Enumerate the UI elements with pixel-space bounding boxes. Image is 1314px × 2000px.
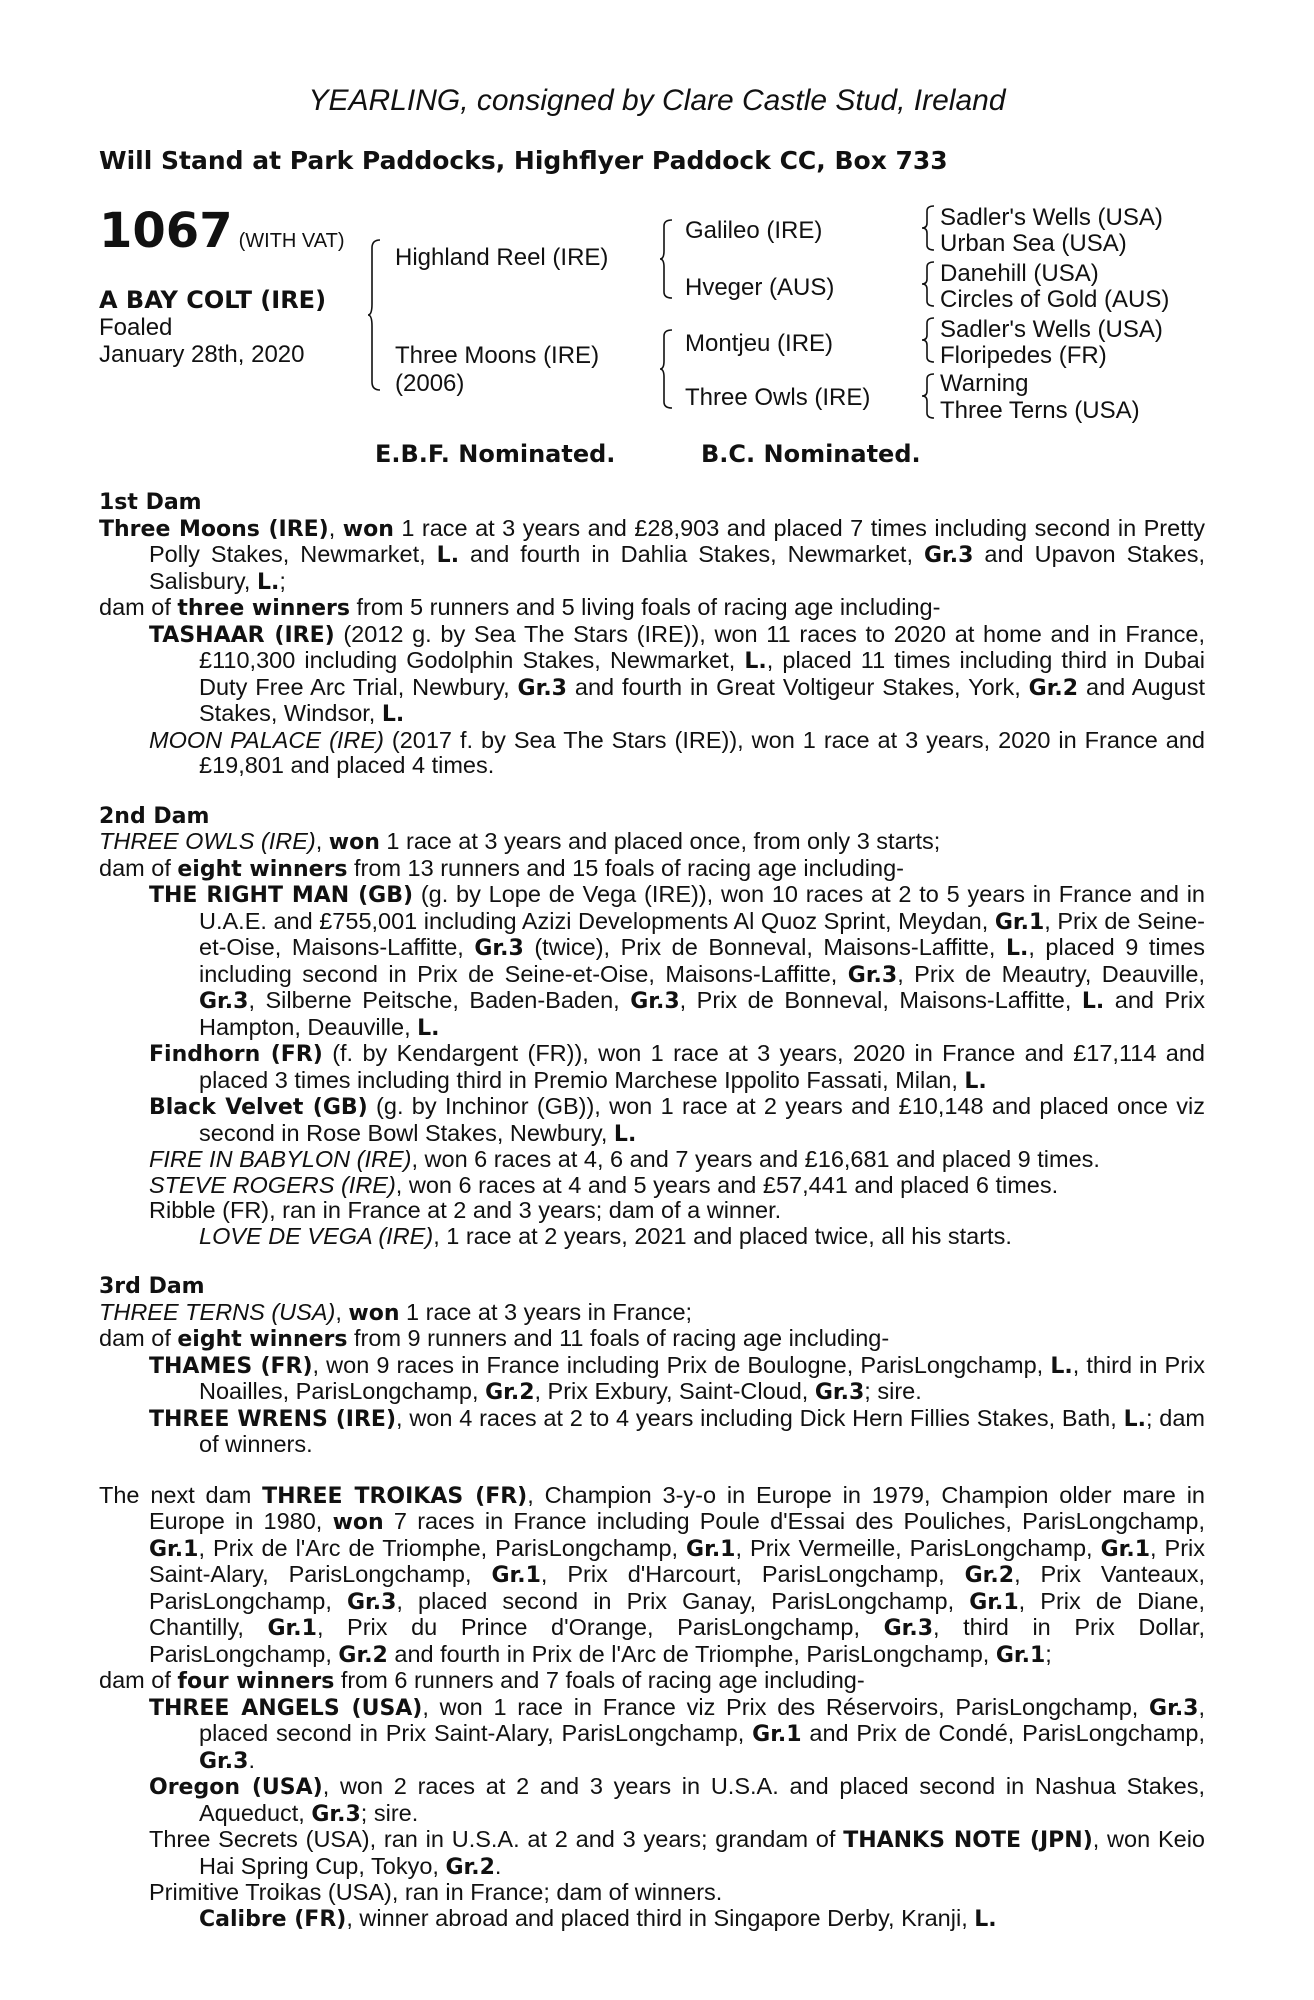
pedigree-dam-year: (2006) — [395, 370, 465, 397]
italic-text: FIRE IN BABYLON (IRE) — [149, 1146, 412, 1172]
bold-text: TASHAAR (IRE) — [149, 622, 335, 648]
bold-text: Gr.3 — [517, 675, 567, 701]
entry-text: dam of — [99, 1325, 178, 1351]
pedigree-dam: Three Moons (IRE) — [395, 342, 600, 369]
entry-text: (2012 g. by Sea The Stars (IRE)), won 11 races to 2020 at home and in France, £110,300 including Godolphin Stakes, Newmarket, — [199, 620, 1206, 673]
bold-text: won — [332, 1510, 384, 1535]
entry-text: and Prix Hampton, Deauville, — [199, 987, 1205, 1040]
bold-text: Gr.1 — [686, 1536, 736, 1562]
pedigree-sire-dam: Hveger (AUS) — [685, 274, 835, 301]
bold-text: Gr.3 — [199, 1748, 249, 1774]
bold-text: Gr.1 — [752, 1722, 802, 1747]
entry-text: , third in Prix Noailles, ParisLongchamp, — [199, 1351, 1206, 1404]
pedigree-dds: Warning — [940, 370, 1029, 397]
pedigree-entry — [99, 1353, 1205, 1406]
italic-text: STEVE ROGERS (IRE) — [149, 1171, 396, 1198]
entry-text: , won 1 race in France viz Prix des Réservoirs, ParisLongchamp, — [422, 1693, 1150, 1720]
section-heading: 1st Dam — [99, 490, 202, 515]
bold-text: L. — [1050, 1353, 1073, 1379]
pedigree-dsd: Floripedes (FR) — [940, 342, 1107, 369]
bold-text: L. — [744, 649, 767, 674]
pedigree-ssd: Urban Sea (USA) — [940, 230, 1127, 257]
foaled-label: Foaled — [99, 314, 173, 341]
pedigree-bracket-2b — [660, 330, 674, 408]
entry-text: , Prix Vermeille, ParisLongchamp, — [735, 1534, 1101, 1561]
entry-text: , Prix Exbury, Saint-Cloud, — [534, 1378, 815, 1404]
bold-text: L. — [1123, 1406, 1146, 1432]
bold-text: L. — [613, 1121, 637, 1147]
bold-text: Gr.2 — [338, 1642, 388, 1668]
entry-text: , Prix du Prince d'Orange, ParisLongchamp, — [316, 1614, 884, 1640]
entry-text: dam of — [99, 594, 178, 620]
bold-text: L. — [974, 1906, 997, 1932]
entry-text: , Prix Vanteaux, ParisLongchamp, — [149, 1561, 1205, 1614]
italic-text: THREE TERNS (USA) — [99, 1298, 336, 1325]
entry-text: . — [494, 1852, 502, 1879]
catalogue-header: YEARLING, consigned by Clare Castle Stud, Ireland — [308, 84, 1006, 117]
entry-text: , won 2 races at 2 and 3 years in U.S.A. and placed second in Nashua Stakes, Aqueduct, — [199, 1773, 1205, 1826]
pedigree-entry — [99, 1094, 1205, 1147]
pedigree-bracket-3c — [922, 318, 936, 362]
pedigree-entry — [99, 1906, 1205, 1933]
entry-text: , Prix de Meautry, Deauville, — [897, 960, 1205, 987]
bold-text: won — [342, 516, 394, 542]
bold-text: Gr.3 — [630, 989, 680, 1014]
pedigree-entry — [99, 1300, 1205, 1327]
entry-text: and fourth in Great Voltigeur Stakes, York, — [566, 673, 1029, 700]
bold-text: Gr.2 — [1028, 675, 1079, 701]
entry-text: Primitive Troikas (USA), ran in France; dam of winners. — [149, 1879, 723, 1905]
bold-text: L. — [964, 1068, 987, 1094]
catalogue-body — [99, 490, 1205, 1932]
entry-text: (g. by Lope de Vega (IRE)), won 10 races at 2 to 5 years in France and in U.A.E. and £755,001 including Azizi Developments Al Quoz Sprint, Meydan, — [199, 881, 1205, 934]
entry-text: , placed second in Prix Ganay, ParisLongchamp, — [396, 1587, 970, 1614]
section-heading: 2nd Dam — [99, 803, 210, 829]
pedigree-entry — [99, 1880, 1205, 1906]
pedigree-entry — [99, 595, 1205, 622]
entry-text: ; — [1045, 1640, 1052, 1667]
bold-text: L. — [1081, 989, 1105, 1014]
entry-text: , won 6 races at 4, 6 and 7 years and £16,681 and placed 9 times. — [411, 1146, 1100, 1172]
bold-text: Gr.1 — [491, 1563, 541, 1588]
pedigree-entry — [99, 1668, 1205, 1695]
entry-text: 1 race at 3 years and £28,903 and placed 7 times including second in Pretty Polly Stakes, Newmarket, — [149, 514, 1206, 567]
entry-text: , — [328, 514, 343, 541]
bold-text: won — [348, 1300, 400, 1326]
pedigree-dam-dam: Three Owls (IRE) — [685, 384, 871, 411]
entry-text: , Prix de l'Arc de Triomphe, ParisLongchamp, — [198, 1534, 687, 1561]
entry-text: and fourth in Dahlia Stakes, Newmarket, — [459, 541, 924, 567]
entry-text: . — [248, 1746, 255, 1773]
bold-text: Gr.2 — [485, 1380, 535, 1405]
pedigree-sire: Highland Reel (IRE) — [395, 244, 609, 271]
pedigree-entry — [99, 1827, 1205, 1880]
bold-text: three winners — [177, 596, 350, 621]
pedigree-ddd: Three Terns (USA) — [940, 397, 1140, 424]
bold-text: THANKS NOTE (JPN) — [843, 1828, 1093, 1853]
entry-text: , winner abroad and placed third in Singapore Derby, Kranji, — [346, 1904, 975, 1931]
pedigree-bracket-1 — [368, 240, 382, 390]
pedigree-entry — [99, 1173, 1205, 1199]
bold-text: Gr.3 — [199, 989, 249, 1014]
entry-text: and fourth in Prix de l'Arc de Triomphe, ParisLongchamp, — [387, 1640, 996, 1667]
entry-text: , won 6 races at 4 and 5 years and £57,441 and placed 6 times. — [395, 1171, 1059, 1198]
entry-text: and August Stakes, Windsor, — [199, 673, 1205, 726]
bold-text: Oregon (USA) — [149, 1775, 323, 1800]
pedigree-bracket-3b — [922, 262, 936, 306]
bold-text: Gr.3 — [474, 936, 524, 961]
pedigree-entry — [99, 516, 1205, 596]
section-gap — [99, 1249, 1205, 1274]
bold-text: Gr.3 — [814, 1380, 865, 1405]
bold-text: THAMES (FR) — [149, 1353, 313, 1379]
bold-text: Gr.3 — [883, 1616, 934, 1641]
bold-text: Three Moons (IRE) — [99, 516, 329, 542]
bold-text: L. — [381, 702, 405, 727]
pedigree-sdd: Circles of Gold (AUS) — [940, 286, 1170, 313]
entry-text: , won Keio Hai Spring Cup, Tokyo, — [199, 1826, 1205, 1879]
bold-text: THE RIGHT MAN (GB) — [149, 883, 414, 908]
section-gap — [99, 779, 1205, 804]
entry-text: , Prix Saint-Alary, ParisLongchamp, — [149, 1534, 1206, 1587]
entry-text: , placed 9 times including second in Prix de Seine-et-Oise, Maisons-Laffitte, — [199, 934, 1205, 987]
pedigree-entry — [99, 1147, 1205, 1173]
pedigree-bracket-3a — [922, 206, 936, 250]
entry-text: ; sire. — [864, 1378, 922, 1404]
bold-text: L. — [436, 543, 460, 568]
bold-text: Gr.1 — [995, 1642, 1046, 1668]
italic-text: MOON PALACE (IRE) — [149, 726, 384, 753]
lot-number: 1067 — [99, 203, 233, 259]
section-gap — [99, 1458, 1205, 1483]
entry-text: , placed 11 times including third in Dubai Duty Free Arc Trial, Newbury, — [199, 647, 1205, 700]
lot-description: A BAY COLT (IRE) — [99, 286, 327, 314]
bold-text: Gr.1 — [969, 1589, 1019, 1615]
entry-text: dam of — [99, 1667, 178, 1693]
entry-text: dam of — [99, 854, 178, 881]
bold-text: Gr.1 — [1100, 1536, 1150, 1562]
entry-text: 7 races in France including Poule d'Essai des Pouliches, ParisLongchamp, — [383, 1508, 1205, 1534]
entry-text: , Champion 3-y-o in Europe in 1979, Champion older mare in Europe in 1980, — [149, 1481, 1205, 1534]
bold-text: Gr.1 — [994, 909, 1045, 935]
pedigree-entry — [99, 1041, 1205, 1094]
bold-text: L. — [256, 569, 280, 595]
section-heading: 3rd Dam — [99, 1274, 205, 1299]
bold-text: Gr.1 — [267, 1616, 317, 1641]
bold-text: Gr.3 — [311, 1801, 361, 1827]
pedigree-sss: Sadler's Wells (USA) — [940, 204, 1163, 231]
entry-text: ; — [279, 567, 286, 594]
italic-text: LOVE DE VEGA (IRE) — [199, 1222, 434, 1249]
entry-text: , Prix d'Harcourt, ParisLongchamp, — [540, 1561, 965, 1587]
entry-text: , 1 race at 2 years, 2021 and placed twice, all his starts. — [433, 1222, 1012, 1249]
pedigree-entry — [99, 728, 1205, 779]
entry-text: Three Secrets (USA), ran in U.S.A. at 2 and 3 years; grandam of — [149, 1826, 844, 1852]
stand-location: Will Stand at Park Paddocks, Highflyer Paddock CC, Box 733 — [99, 146, 948, 175]
pedigree-entry — [99, 1695, 1205, 1775]
foaled-date: January 28th, 2020 — [99, 341, 305, 368]
entry-text: Ribble (FR), ran in France at 2 and 3 years; dam of a winner. — [149, 1197, 782, 1223]
pedigree-entry — [99, 1224, 1205, 1250]
bold-text: Calibre (FR) — [199, 1906, 347, 1932]
pedigree-sire-sire: Galileo (IRE) — [685, 217, 823, 244]
entry-text: from 5 runners and 5 living foals of racing age including- — [349, 594, 941, 620]
pedigree-bracket-3d — [922, 374, 936, 418]
pedigree-entry — [99, 1774, 1205, 1827]
entry-text: from 9 runners and 11 foals of racing age including- — [347, 1325, 890, 1351]
pedigree-dam-sire: Montjeu (IRE) — [685, 330, 834, 357]
entry-text: from 6 runners and 7 foals of racing age including- — [334, 1667, 865, 1693]
italic-text: THREE OWLS (IRE) — [99, 828, 316, 854]
entry-text: , Silberne Peitsche, Baden-Baden, — [248, 987, 631, 1013]
entry-text: 1 race at 3 years in France; — [399, 1298, 693, 1325]
entry-text: and Upavon Stakes, Salisbury, — [149, 541, 1205, 594]
entry-text: , third in Prix Dollar, ParisLongchamp, — [149, 1614, 1205, 1667]
vat-label: (WITH VAT) — [238, 230, 345, 252]
bold-text: won — [328, 830, 380, 855]
ebf-nomination: E.B.F. Nominated. — [375, 440, 616, 468]
entry-text: (g. by Inchinor (GB)), won 1 race at 2 years and £10,148 and placed once viz second in Rose Bowl Stakes, Newbury, — [199, 1093, 1205, 1146]
bold-text: Gr.2 — [445, 1854, 495, 1880]
bold-text: Gr.3 — [1149, 1695, 1199, 1721]
pedigree-entry — [99, 1326, 1205, 1353]
entry-text: , Prix de Seine-et-Oise, Maisons-Laffitte, — [199, 907, 1205, 960]
pedigree-bracket-2a — [660, 220, 674, 298]
bold-text: Findhorn (FR) — [149, 1042, 323, 1067]
pedigree-dss: Sadler's Wells (USA) — [940, 316, 1163, 343]
bold-text: Gr.1 — [149, 1536, 199, 1562]
bold-text: four winners — [177, 1669, 335, 1694]
bold-text: Gr.2 — [964, 1563, 1015, 1588]
bold-text: THREE ANGELS (USA) — [149, 1695, 423, 1721]
lot-number-line — [99, 203, 345, 259]
entry-text: , placed second in Prix Saint-Alary, ParisLongchamp, — [199, 1693, 1206, 1746]
entry-text: ; dam of winners. — [199, 1404, 1205, 1457]
entry-text: 1 race at 3 years and placed once, from only 3 starts; — [379, 828, 941, 854]
pedigree-entry — [99, 882, 1205, 1041]
bold-text: Gr.3 — [346, 1589, 397, 1615]
bc-nomination: B.C. Nominated. — [701, 440, 921, 468]
bold-text: L. — [1005, 936, 1029, 961]
entry-text: , won 4 races at 2 to 4 years including Dick Hern Fillies Stakes, Bath, — [396, 1404, 1124, 1431]
bold-text: L. — [417, 1015, 440, 1041]
pedigree-entry — [99, 1198, 1205, 1224]
entry-text: , Prix de Bonneval, Maisons-Laffitte, — [679, 987, 1082, 1013]
bold-text: THREE TROIKAS (FR) — [262, 1483, 528, 1509]
bold-text: Gr.3 — [923, 543, 974, 568]
entry-text: (f. by Kendargent (FR)), won 1 race at 3 years, 2020 in France and £17,114 and placed 3 times including third in Premio Marchese Ippolito Fassati, Milan, — [199, 1040, 1205, 1093]
bold-text: THREE WRENS (IRE) — [149, 1406, 397, 1432]
bold-text: eight winners — [177, 1327, 348, 1352]
entry-text: from 13 runners and 15 foals of racing age including- — [347, 854, 904, 881]
entry-text: , — [335, 1298, 349, 1325]
entry-text: The next dam — [99, 1481, 263, 1508]
entry-text: (twice), Prix de Bonneval, Maisons-Laffitte, — [523, 934, 1006, 960]
entry-text: and Prix de Condé, ParisLongchamp, — [801, 1720, 1206, 1746]
entry-text: , won 9 races in France including Prix de Boulogne, ParisLongchamp, — [312, 1351, 1051, 1378]
pedigree-entry — [99, 1406, 1205, 1458]
entry-text: , — [315, 828, 329, 854]
entry-text: ; sire. — [360, 1799, 419, 1826]
bold-text: Gr.3 — [847, 962, 898, 988]
pedigree-entry — [99, 856, 1205, 883]
bold-text: Black Velvet (GB) — [149, 1095, 368, 1120]
pedigree-entry — [99, 622, 1205, 728]
entry-text: (2017 f. by Sea The Stars (IRE)), won 1 race at 3 years, 2020 in France and £19,801 and placed 4 times. — [199, 726, 1205, 778]
bold-text: eight winners — [177, 856, 348, 882]
pedigree-entry — [99, 1483, 1205, 1669]
pedigree-entry — [99, 829, 1205, 856]
entry-text: , Prix de Diane, Chantilly, — [149, 1587, 1205, 1640]
pedigree-sds: Danehill (USA) — [940, 260, 1099, 287]
